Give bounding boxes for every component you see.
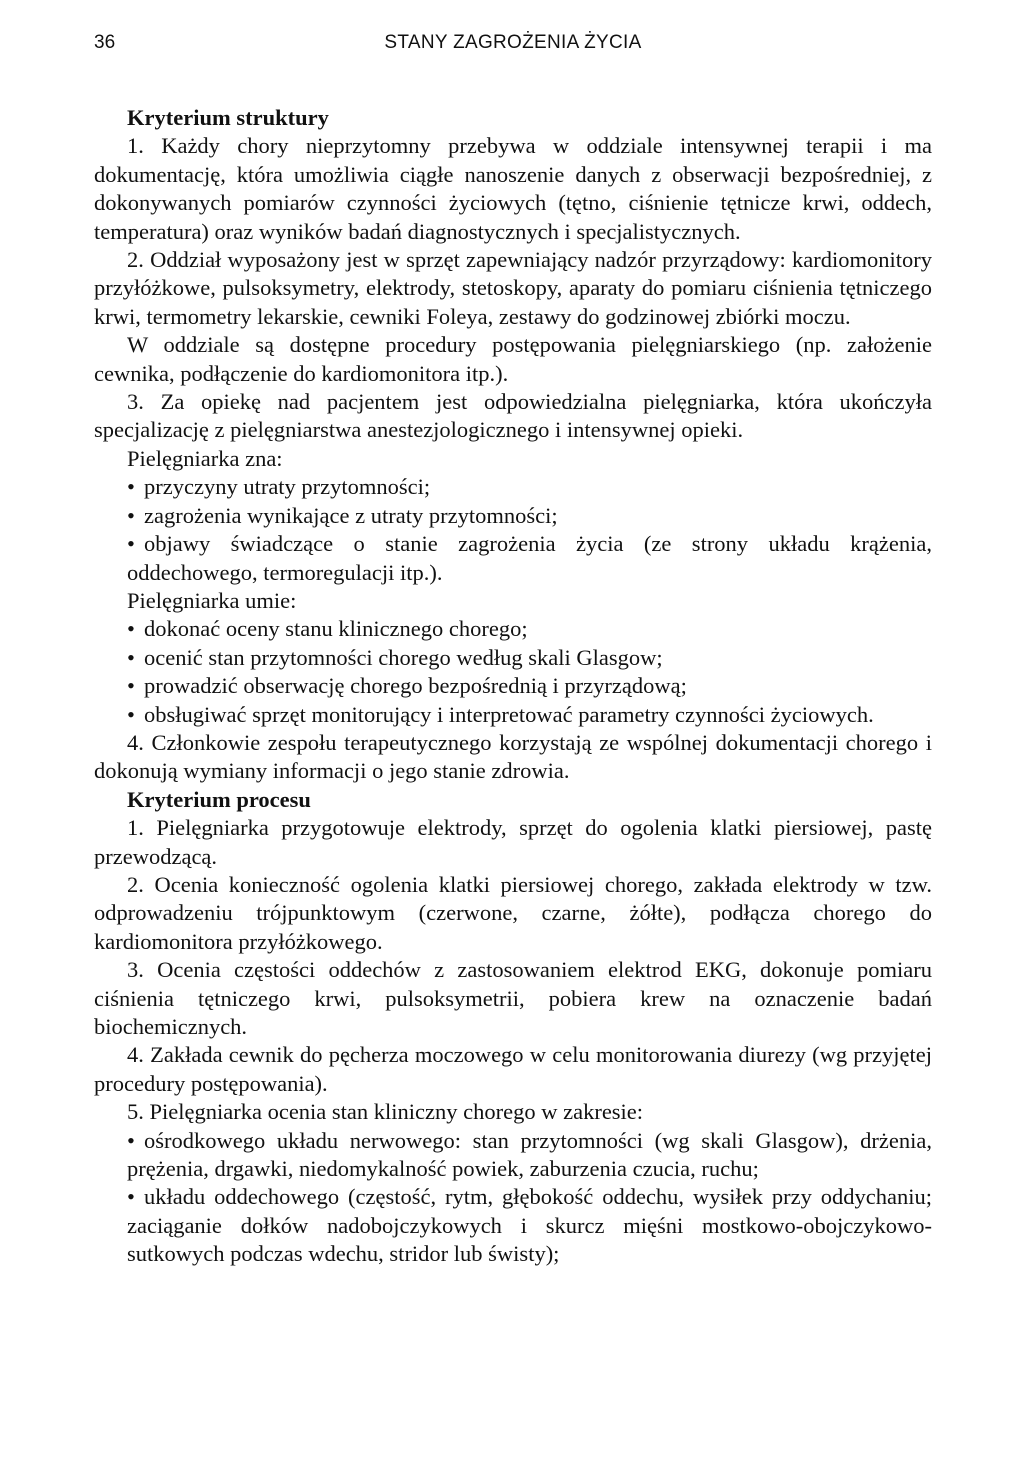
paragraph: 1. Każdy chory nieprzytomny przebywa w oddziale intensywnej terapii i ma dokumentację, która umożliwia ciągłe nanoszenie danych z obserwacji bezpośredniej, z dokonywanych pomiarów czynności życiowych (tętno, ciśnienie tętnicze krwi, oddech, temperatura) oraz wyników badań diagnostycznych i specjalistycznych.: [94, 133, 932, 244]
bullet-text: układu oddechowego (częstość, rytm, głębokość oddechu, wysiłek przy oddychaniu; zaciąganie dołków nadobojczykowych i skurcz mięśni mostkowo-obojczykowo-sutkowych podczas wdechu, stridor lub świsty);: [127, 1184, 932, 1267]
paragraph: 4. Członkowie zespołu terapeutycznego korzystają ze wspólnej dokumentacji chorego i dokonują wymiany informacji o jego stanie zdrowia.: [94, 729, 932, 784]
bullet-text: ocenić stan przytomności chorego według skali Glasgow;: [144, 644, 663, 670]
paragraph: Pielęgniarka umie:: [127, 587, 297, 613]
bullet-icon: •: [127, 474, 135, 500]
section-heading: Kryterium procesu: [127, 786, 311, 812]
bullet-text: obsługiwać sprzęt monitorujący i interpretować parametry czynności życiowych.: [144, 701, 874, 727]
bullet-icon: •: [127, 673, 135, 699]
bullet-item: [94, 701, 932, 729]
bullet-icon: •: [127, 644, 135, 670]
page-number: 36: [94, 32, 116, 53]
bullet-text: zagrożenia wynikające z utraty przytomności;: [144, 502, 558, 528]
document-body: [94, 104, 932, 1269]
bullet-text: ośrodkowego układu nerwowego: stan przytomności (wg skali Glasgow), drżenia, prężenia, drgawki, niedomykalność powiek, zaburzenia czucia, ruchu;: [127, 1127, 932, 1182]
bullet-item: [94, 615, 932, 643]
bullet-icon: •: [127, 531, 135, 557]
bullet-item: [94, 473, 932, 501]
bullet-icon: •: [127, 502, 135, 528]
page-header: [94, 32, 932, 62]
paragraph: 1. Pielęgniarka przygotowuje elektrody, sprzęt do ogolenia klatki piersiowej, pastę przewodzącą.: [94, 815, 932, 869]
bullet-item: [94, 672, 932, 700]
bullet-icon: •: [127, 701, 135, 727]
bullet-icon: •: [127, 1184, 135, 1210]
bullet-item: [94, 1183, 932, 1268]
paragraph: 4. Zakłada cewnik do pęcherza moczowego w celu monitorowania diurezy (wg przyjętej procedury postępowania).: [94, 1042, 932, 1096]
bullet-item: [94, 644, 932, 672]
bullet-icon: •: [127, 1127, 135, 1153]
bullet-item: [94, 502, 932, 530]
paragraph: Pielęgniarka zna:: [127, 445, 283, 471]
bullet-text: objawy świadczące o stanie zagrożenia życia (ze strony układu krążenia, oddechowego, termoregulacji itp.).: [127, 531, 932, 585]
paragraph: 3. Ocenia częstości oddechów z zastosowaniem elektrod EKG, dokonuje pomiaru ciśnienia tętniczego krwi, pulsoksymetrii, pobiera krew na oznaczenie badań biochemicznych.: [94, 957, 932, 1039]
paragraph: 3. Za opiekę nad pacjentem jest odpowiedzialna pielęgniarka, która ukończyła specjalizację z pielęgniarstwa anestezjologicznego i intensywnej opieki.: [94, 389, 932, 443]
running-head: STANY ZAGROŻENIA ŻYCIA: [384, 32, 642, 53]
bullet-text: przyczyny utraty przytomności;: [144, 474, 431, 500]
paragraph: W oddziale są dostępne procedury postępowania pielęgniarskiego (np. założenie cewnika, podłączenie do kardiomonitora itp.).: [94, 332, 932, 386]
bullet-item: [94, 1127, 932, 1184]
bullet-item: [94, 530, 932, 587]
bullet-text: dokonać oceny stanu klinicznego chorego;: [144, 616, 528, 642]
bullet-icon: •: [127, 616, 135, 642]
bullet-text: prowadzić obserwację chorego bezpośrednią i przyrządową;: [144, 673, 687, 699]
paragraph: 2. Oddział wyposażony jest w sprzęt zapewniający nadzór przyrządowy: kardiomonitory przyłóżkowe, pulsoksymetry, elektrody, stetoskopy, aparaty do pomiaru ciśnienia tętniczego krwi, termometry lekarskie, cewniki Foleya, zestawy do godzinowej zbiórki moczu.: [94, 247, 932, 329]
paragraph: 2. Ocenia konieczność ogolenia klatki piersiowej chorego, zakłada elektrody w tzw. odprowadzeniu trójpunktowym (czerwone, czarne, żółte), podłącza chorego do kardiomonitora przyłóżkowego.: [94, 871, 932, 954]
paragraph: 5. Pielęgniarka ocenia stan kliniczny chorego w zakresie:: [127, 1099, 644, 1125]
section-heading: Kryterium struktury: [127, 105, 329, 130]
